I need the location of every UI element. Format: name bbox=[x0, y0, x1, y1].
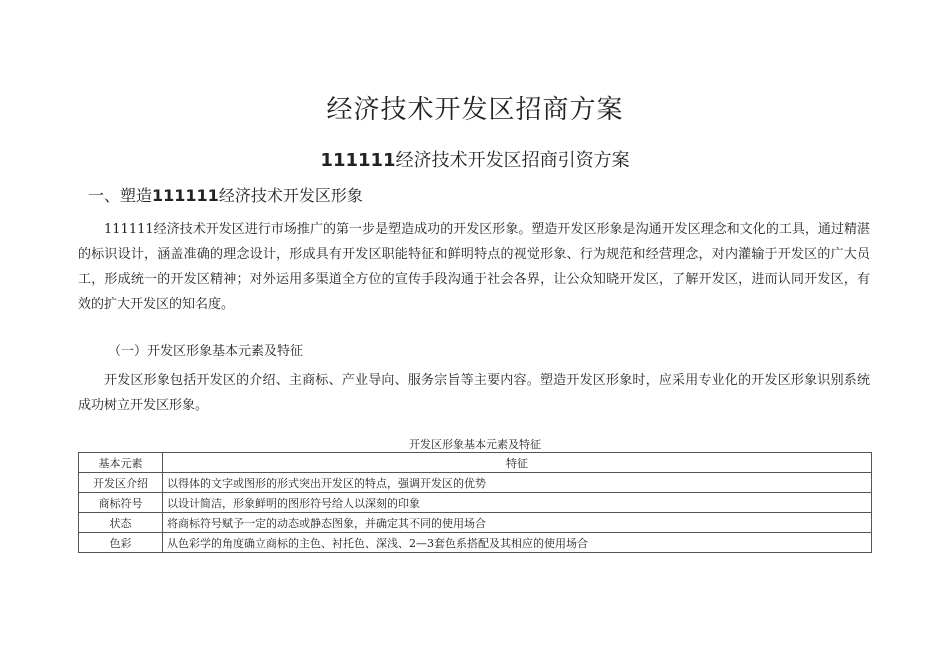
table-cell-element: 开发区介绍 bbox=[79, 473, 163, 493]
subtitle-text: 经济技术开发区招商引资方案 bbox=[395, 150, 630, 171]
subsection-heading-1: （一）开发区形象基本元素及特征 bbox=[108, 344, 304, 359]
paragraph-1: 111111经济技术开发区进行市场推广的第一步是塑造成功的开发区形象。塑造开发区形象是沟通开发区理念和文化的工具，通过精湛的标识设计，涵盖准确的理念设计，形成具有开发区职能特征和鲜明特点的视觉形象、行为规范和经营理念，对内灌输于开发区的广大员工，形成统一的开发区精神；对外运用多渠道全方位的宣传手段沟通于社会各界，让公众知晓开发区，了解开发区，进而认同开发区，有效的扩大开发区的知名度。 bbox=[78, 222, 870, 312]
table-cell-feature: 以得体的文字或图形的形式突出开发区的特点，强调开发区的优势 bbox=[163, 473, 872, 493]
table-row bbox=[79, 493, 872, 513]
table-cell-element: 商标符号 bbox=[79, 493, 163, 513]
table-header-row bbox=[79, 453, 872, 473]
header-cell-element: 基本元素 bbox=[79, 453, 163, 473]
table-row bbox=[79, 473, 872, 493]
table-row bbox=[79, 533, 872, 553]
section-heading-number: 111111 bbox=[152, 186, 219, 205]
section-heading-text: 经济技术开发区形象 bbox=[218, 186, 363, 205]
section-heading-prefix: 一、塑造 bbox=[88, 186, 153, 205]
document-title: 经济技术开发区招商方案 bbox=[326, 95, 624, 126]
header-cell-feature: 特征 bbox=[163, 453, 872, 473]
table-cell-feature: 以设计简洁，形象鲜明的图形符号给人以深刻的印象 bbox=[163, 493, 872, 513]
section-heading-1 bbox=[88, 183, 363, 206]
table-cell-feature: 将商标符号赋予一定的动态或静态图象，并确定其不同的使用场合 bbox=[163, 513, 872, 533]
document-subtitle bbox=[0, 146, 950, 172]
table-row bbox=[79, 513, 872, 533]
table-cell-feature: 从色彩学的角度确立商标的主色、衬托色、深浅、2—3套色系搭配及其相应的使用场合 bbox=[163, 533, 872, 553]
features-table bbox=[78, 452, 872, 553]
table-caption: 开发区形象基本元素及特征 bbox=[409, 438, 541, 451]
table-cell-element: 色彩 bbox=[79, 533, 163, 553]
subtitle-number: 111111 bbox=[320, 150, 396, 171]
paragraph-2: 开发区形象包括开发区的介绍、主商标、产业导向、服务宗旨等主要内容。塑造开发区形象时，应采用专业化的开发区形象识别系统成功树立开发区形象。 bbox=[78, 373, 870, 413]
table-cell-element: 状态 bbox=[79, 513, 163, 533]
